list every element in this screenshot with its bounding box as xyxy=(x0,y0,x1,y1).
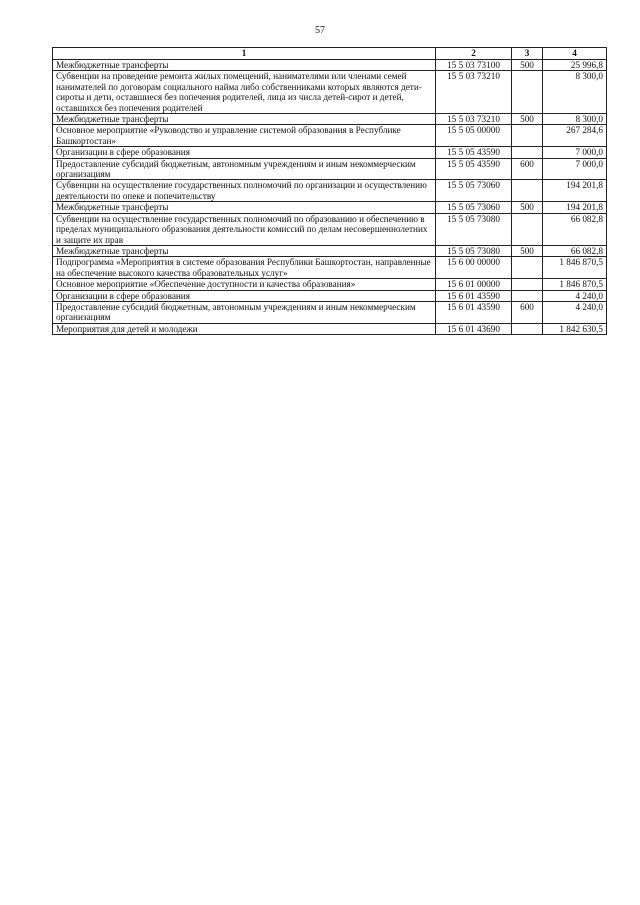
row-name: Организации в сфере образования xyxy=(53,290,436,301)
row-code: 15 5 03 73210 xyxy=(436,114,512,125)
row-code: 15 6 01 43690 xyxy=(436,323,512,334)
row-expense-type xyxy=(512,323,543,334)
row-amount: 8 300,0 xyxy=(543,71,607,114)
table-row xyxy=(53,158,607,180)
row-expense-type xyxy=(512,279,543,290)
table-row xyxy=(53,245,607,256)
row-name: Субвенции на осуществление государственных полномочий по организации и осуществлению деятельности по опеке и попечительству xyxy=(53,180,436,202)
row-amount: 66 082,8 xyxy=(543,245,607,256)
header-amount: 4 xyxy=(543,48,607,60)
row-expense-type xyxy=(512,290,543,301)
table-row xyxy=(53,114,607,125)
table-row xyxy=(53,71,607,114)
header-name: 1 xyxy=(53,48,436,60)
row-expense-type: 500 xyxy=(512,245,543,256)
row-code: 15 6 01 43590 xyxy=(436,301,512,323)
row-expense-type: 600 xyxy=(512,301,543,323)
table-row xyxy=(53,125,607,147)
table-row xyxy=(53,180,607,202)
row-amount: 1 846 870,5 xyxy=(543,257,607,279)
table-row xyxy=(53,60,607,71)
row-code: 15 5 05 00000 xyxy=(436,125,512,147)
table-body xyxy=(53,60,607,335)
row-expense-type xyxy=(512,71,543,114)
page-number: 57 xyxy=(315,25,325,36)
row-expense-type: 600 xyxy=(512,158,543,180)
row-code: 15 6 01 00000 xyxy=(436,279,512,290)
row-amount: 1 846 870,5 xyxy=(543,279,607,290)
row-code: 15 5 05 73080 xyxy=(436,213,512,245)
row-code: 15 6 01 43590 xyxy=(436,290,512,301)
row-expense-type xyxy=(512,213,543,245)
table-row xyxy=(53,213,607,245)
header-expense-type: 3 xyxy=(512,48,543,60)
row-code: 15 5 05 43590 xyxy=(436,147,512,158)
row-code: 15 5 05 73080 xyxy=(436,245,512,256)
table-row xyxy=(53,279,607,290)
row-expense-type: 500 xyxy=(512,114,543,125)
row-amount: 66 082,8 xyxy=(543,213,607,245)
row-name: Межбюджетные трансферты xyxy=(53,245,436,256)
row-amount: 194 201,8 xyxy=(543,202,607,213)
table-row xyxy=(53,290,607,301)
table-row xyxy=(53,323,607,334)
row-name: Основное мероприятие «Руководство и управление системой образования в Республике Башкортостан» xyxy=(53,125,436,147)
row-amount: 8 300,0 xyxy=(543,114,607,125)
row-name: Подпрограмма «Мероприятия в системе образования Республики Башкортостан, направленные на обеспечение высокого качества образовательных услуг» xyxy=(53,257,436,279)
row-amount: 7 000,0 xyxy=(543,158,607,180)
row-expense-type: 500 xyxy=(512,202,543,213)
table-header xyxy=(53,48,607,60)
row-name: Предоставление субсидий бюджетным, автономным учреждениям и иным некоммерческим организациям xyxy=(53,158,436,180)
table-row xyxy=(53,147,607,158)
row-expense-type: 500 xyxy=(512,60,543,71)
row-expense-type xyxy=(512,257,543,279)
row-code: 15 5 05 73060 xyxy=(436,202,512,213)
row-name: Предоставление субсидий бюджетным, автономным учреждениям и иным некоммерческим организациям xyxy=(53,301,436,323)
row-amount: 1 842 630,5 xyxy=(543,323,607,334)
row-name: Основное мероприятие «Обеспечение доступности и качества образования» xyxy=(53,279,436,290)
row-name: Субвенции на проведение ремонта жилых помещений, нанимателями или членами семей нанимателей по договорам социального найма либо собственниками которых являются дети-сироты и дети, оставшиеся без попечения родителей, лица из числа детей-сирот и детей, оставшихся без попечения родителей xyxy=(53,71,436,114)
row-amount: 267 284,6 xyxy=(543,125,607,147)
row-code: 15 5 03 73100 xyxy=(436,60,512,71)
row-code: 15 6 00 00000 xyxy=(436,257,512,279)
row-amount: 7 000,0 xyxy=(543,147,607,158)
header-code: 2 xyxy=(436,48,512,60)
row-code: 15 5 03 73210 xyxy=(436,71,512,114)
table-row xyxy=(53,301,607,323)
row-expense-type xyxy=(512,125,543,147)
budget-table xyxy=(52,47,607,335)
row-amount: 4 240,0 xyxy=(543,290,607,301)
row-code: 15 5 05 43590 xyxy=(436,158,512,180)
row-expense-type xyxy=(512,147,543,158)
row-expense-type xyxy=(512,180,543,202)
table-row xyxy=(53,202,607,213)
row-amount: 4 240,0 xyxy=(543,301,607,323)
row-code: 15 5 05 73060 xyxy=(436,180,512,202)
header-row xyxy=(53,48,607,60)
row-name: Межбюджетные трансферты xyxy=(53,60,436,71)
row-amount: 194 201,8 xyxy=(543,180,607,202)
row-amount: 25 996,8 xyxy=(543,60,607,71)
row-name: Межбюджетные трансферты xyxy=(53,202,436,213)
row-name: Межбюджетные трансферты xyxy=(53,114,436,125)
row-name: Мероприятия для детей и молодежи xyxy=(53,323,436,334)
row-name: Субвенции на осуществление государственных полномочий по образованию и обеспечению в пределах муниципального образования деятельности комиссий по делам несовершеннолетних и защите их прав xyxy=(53,213,436,245)
row-name: Организации в сфере образования xyxy=(53,147,436,158)
table-row xyxy=(53,257,607,279)
